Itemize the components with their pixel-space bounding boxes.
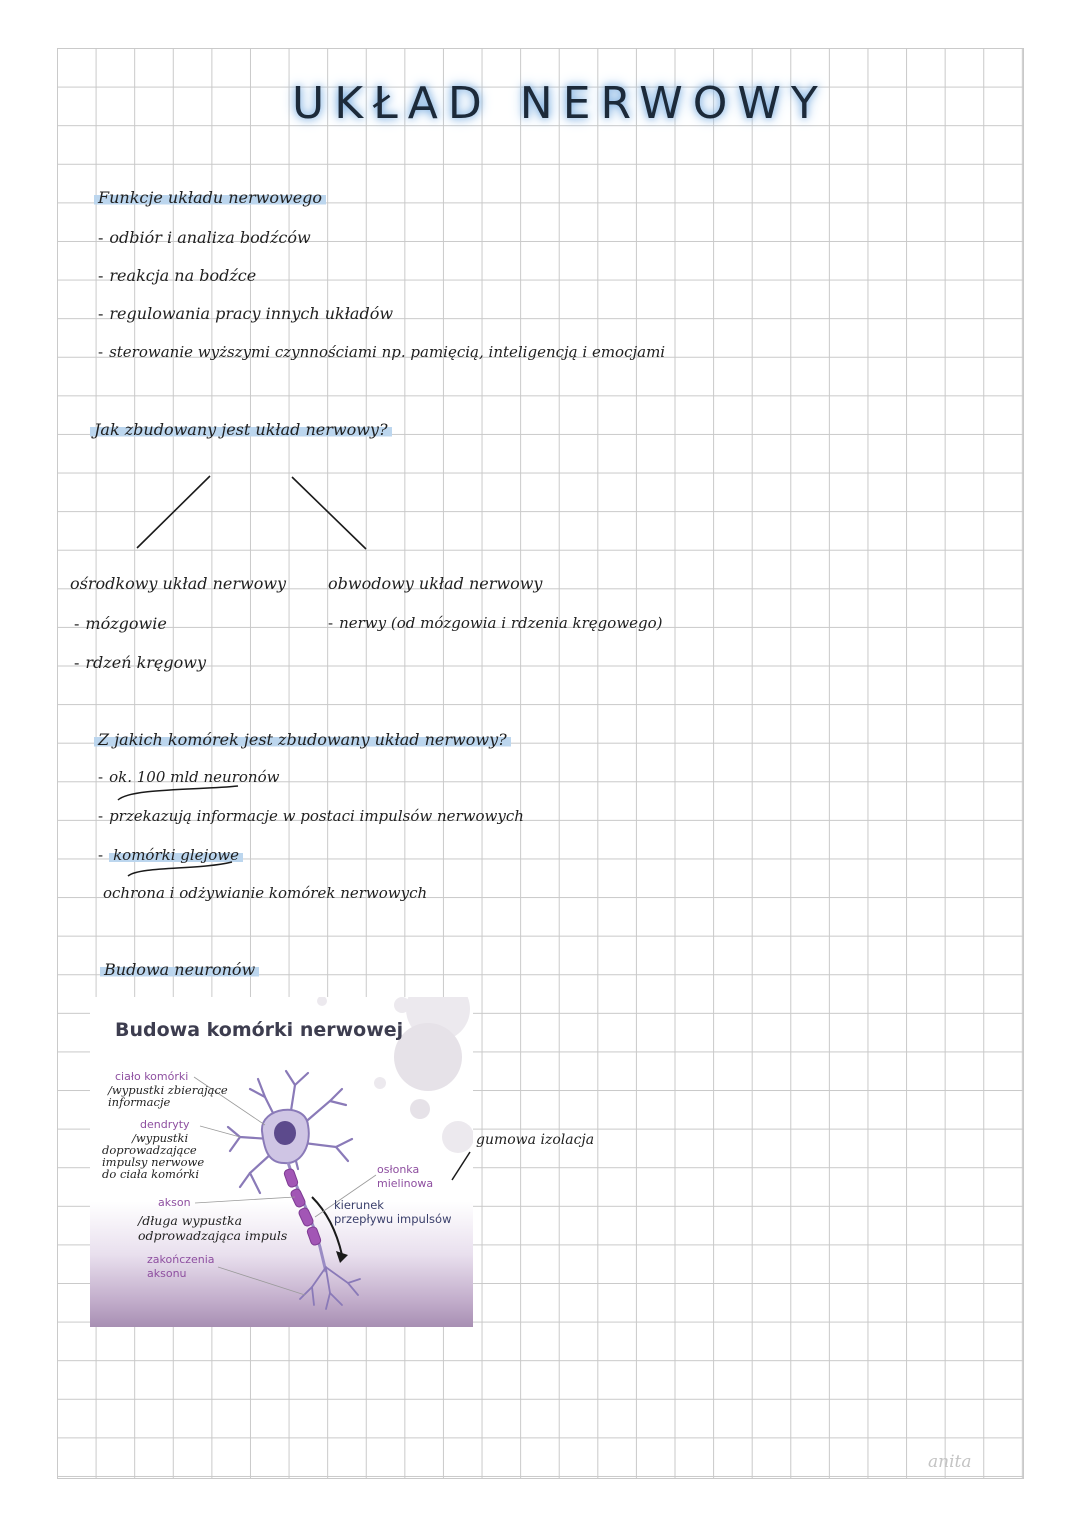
- label-dendrites: dendryty: [140, 1118, 190, 1131]
- title-word-1: UKŁAD: [292, 78, 492, 129]
- central-ns-item: - rdzeń kręgowy: [74, 653, 207, 672]
- label-axon-terminals: zakończenia aksonu: [147, 1253, 215, 1280]
- label-axon: akson: [158, 1196, 191, 1209]
- title-word-2: NERWOWY: [519, 78, 828, 129]
- function-item: - reakcja na bodźce: [98, 266, 257, 285]
- myelin-note: gumowa izolacja: [476, 1132, 595, 1148]
- functions-heading: Funkcje układu nerwowego: [94, 188, 326, 207]
- label-myelin: osłonka mielinowa: [377, 1163, 434, 1190]
- function-item: - sterowanie wyższymi czynnościami np. pamięcią, inteligencją i emocjami: [98, 343, 666, 361]
- neurons-note: - przekazują informacje w postaci impulsów nerwowych: [98, 807, 524, 825]
- note-dendrites: /wypustki doprowadzające impulsy nerwowe do ciała komórki: [102, 1131, 205, 1181]
- peripheral-ns-item: - nerwy (od mózgowia i rdzenia kręgowego): [328, 614, 663, 632]
- central-ns-item: - mózgowie: [74, 614, 167, 633]
- cells-question: Z jakich komórek jest zbudowany układ nerwowy?: [94, 730, 511, 749]
- function-item: - regulowania pracy innych układów: [98, 304, 394, 323]
- note-axon: /długa wypustka odprowadzająca impuls: [138, 1213, 288, 1243]
- note-cell-body: /wypustki zbierające informacje: [108, 1083, 228, 1109]
- glial-note: ochrona i odżywianie komórek nerwowych: [103, 884, 428, 902]
- diagram-title: Budowa komórki nerwowej: [115, 1019, 404, 1041]
- signature: anita: [928, 1452, 972, 1472]
- neuron-structure-heading: Budowa neuronów: [100, 960, 259, 979]
- structure-question: Jak zbudowany jest układ nerwowy?: [90, 420, 392, 439]
- label-cell-body: ciało komórki: [115, 1070, 189, 1083]
- central-ns-title: ośrodkowy układ nerwowy: [70, 574, 287, 593]
- neurons-count: - ok. 100 mld neuronów: [98, 768, 280, 786]
- glial-cells: - komórki glejowe: [98, 846, 243, 864]
- label-impulse-direction: kierunek przepływu impulsów: [334, 1198, 452, 1226]
- function-item: - odbiór i analiza bodźców: [98, 228, 311, 247]
- peripheral-ns-title: obwodowy układ nerwowy: [328, 574, 543, 593]
